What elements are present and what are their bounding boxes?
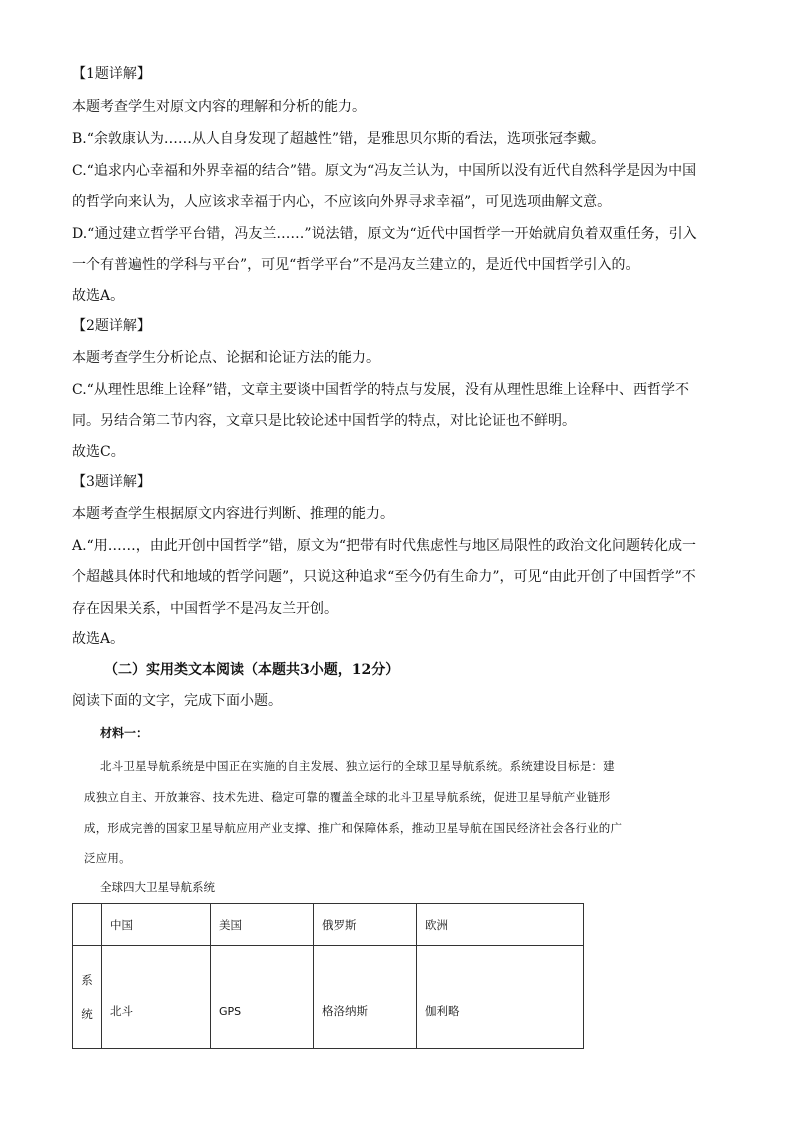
- section2-instruction: 阅读下面的文字，完成下面小题。: [72, 693, 282, 709]
- table-header-cell: 欧洲: [417, 904, 584, 946]
- table-header-cell: [73, 904, 102, 946]
- q3-line-5: 故选A。: [72, 631, 125, 647]
- table-caption: 全球四大卫星导航系统: [100, 880, 215, 894]
- table-cell: 格洛纳斯: [314, 946, 417, 1049]
- material-one-title: 材料一：: [100, 726, 149, 740]
- material-line-2: 成独立自主、开放兼容、技术先进、稳定可靠的覆盖全球的北斗卫星导航系统，促进卫星导航产业链形: [84, 790, 611, 804]
- q2-line-2: C.“从理性思维上诠释”错，文章主要谈中国哲学的特点与发展，没有从理性思维上诠释中、西哲学不: [72, 382, 689, 398]
- table-header-cell: 中国: [102, 904, 211, 946]
- row-label-top: 系: [81, 973, 93, 987]
- q3-line-1: 本题考查学生根据原文内容进行判断、推理的能力。: [72, 506, 394, 522]
- table-cell: 北斗: [102, 946, 211, 1049]
- q2-line-1: 本题考查学生分析论点、论据和论证方法的能力。: [72, 350, 380, 366]
- table-row-label: [73, 946, 102, 1049]
- table-cell: GPS: [211, 946, 314, 1049]
- q2-line-4: 故选C。: [72, 444, 125, 460]
- table-cell: 伽利略: [417, 946, 584, 1049]
- q3-line-3: 个超越具体时代和地域的哲学问题”，只说这种追求“至今仍有生命力”，可见“由此开创了中国哲学”不: [72, 569, 696, 585]
- q2-heading: 【2题详解】: [72, 318, 151, 334]
- material-line-4: 泛应用。: [84, 851, 131, 865]
- navigation-systems-table: [72, 903, 584, 1049]
- q3-line-2: A.“用……，由此开创中国哲学”错，原文为“把带有时代焦虑性与地区局限性的政治文化问题转化成一: [72, 538, 697, 554]
- q1-line-1: 本题考查学生对原文内容的理解和分析的能力。: [72, 99, 366, 115]
- q1-line-5: D.“通过建立哲学平台错，冯友兰……”说法错，原文为“近代中国哲学一开始就肩负着双重任务，引入: [72, 226, 697, 242]
- q3-line-4: 存在因果关系，中国哲学不是冯友兰开创。: [72, 601, 338, 617]
- q1-line-3: C.“追求内心幸福和外界幸福的结合”错。原文为“冯友兰认为，中国所以没有近代自然科学是因为中国: [72, 163, 697, 179]
- table-header-row: [73, 904, 584, 946]
- material-line-3: 成，形成完善的国家卫星导航应用产业支撑、推广和保障体系，推动卫星导航在国民经济社会各行业的广: [84, 821, 623, 835]
- table-header-cell: 美国: [211, 904, 314, 946]
- row-label-bottom: 统: [81, 1007, 93, 1021]
- q1-line-7: 故选A。: [72, 288, 125, 304]
- q2-line-3: 同。另结合第二节内容，文章只是比较论述中国哲学的特点，对比论证也不鲜明。: [72, 413, 576, 429]
- table-header-cell: 俄罗斯: [314, 904, 417, 946]
- material-line-1: 北斗卫星导航系统是中国正在实施的自主发展、独立运行的全球卫星导航系统。系统建设目标是：建: [100, 759, 615, 773]
- q1-line-4: 的哲学向来认为，人应该求幸福于内心，不应该向外界寻求幸福”，可见选项曲解文意。: [72, 194, 612, 210]
- section2-title: （二）实用类文本阅读（本题共3小题，12分）: [104, 662, 400, 678]
- q3-heading: 【3题详解】: [72, 474, 151, 490]
- table-row: [73, 946, 584, 1049]
- q1-line-6: 一个有普遍性的学科与平台”，可见“哲学平台”不是冯友兰建立的，是近代中国哲学引入的。: [72, 257, 640, 273]
- q1-line-2: B.“余敦康认为……从人自身发现了超越性”错，是雅思贝尔斯的看法，选项张冠李戴。: [72, 131, 606, 147]
- q1-heading: 【1题详解】: [72, 66, 151, 82]
